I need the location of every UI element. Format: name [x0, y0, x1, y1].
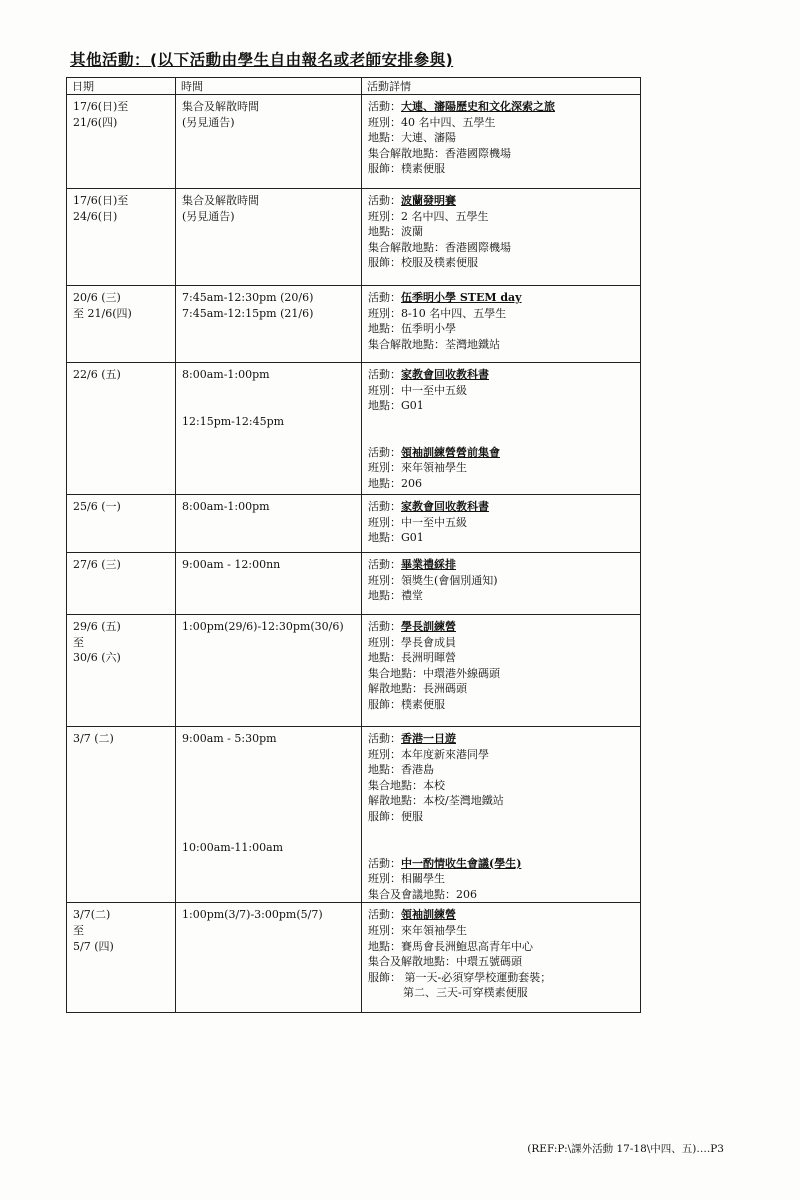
table-row: [67, 286, 641, 363]
time-line: (另見通告): [182, 115, 235, 129]
activity-name: 香港一日遊: [401, 732, 456, 745]
activity-label: 活動：: [368, 856, 401, 870]
time-line: 1:00pm(3/7)-3:00pm(5/7): [182, 908, 323, 922]
date-cell: [67, 495, 176, 553]
block-spacer: [368, 825, 637, 856]
time-line: [182, 398, 358, 414]
detail-line: 集合地點：中環港外線碼頭: [368, 666, 500, 680]
header-details: 活動詳情: [362, 78, 641, 95]
detail-line: 服飾：校服及樸素便服: [368, 256, 478, 270]
date-cell: [67, 903, 176, 1013]
time-line: 集合及解散時間: [182, 194, 259, 207]
date-line: 30/6 (六): [73, 651, 121, 665]
activity-name: 家教會回收教科書: [401, 500, 489, 513]
date-line: 21/6(四): [73, 115, 118, 129]
date-cell: [67, 727, 176, 903]
detail-line: 班別：學長會成員: [368, 635, 456, 649]
detail-line: 班別：2 名中四、五學生: [368, 209, 489, 223]
activity-name: 伍季明小學 STEM day: [401, 291, 522, 304]
detail-line: 集合地點：本校: [368, 778, 445, 792]
activity-label: 活動：: [368, 558, 401, 571]
detail-line: 地點：伍季明小學: [368, 322, 456, 336]
activity-label: 活動：: [368, 908, 401, 922]
date-line: 27/6 (三): [73, 558, 121, 571]
table-row: [67, 495, 641, 553]
header-row: [67, 78, 641, 95]
date-cell: [67, 553, 176, 615]
date-line: 24/6(日): [73, 209, 118, 223]
activity-name: 領袖訓練營營前集會: [401, 445, 500, 459]
details-cell: [362, 903, 641, 1013]
detail-line: 班別：來年領袖學生: [368, 923, 467, 937]
time-cell: [176, 95, 362, 189]
time-line: [182, 825, 358, 841]
time-line: 集合及解散時間: [182, 100, 259, 113]
activity-line: [368, 907, 637, 923]
activity-name: 波蘭發明賽: [401, 194, 456, 207]
time-cell: [176, 553, 362, 615]
details-cell: [362, 286, 641, 363]
detail-line: 班別：8-10 名中四、五學生: [368, 306, 507, 320]
activity-name: 領袖訓練營: [401, 908, 456, 922]
date-line: 29/6 (五): [73, 620, 121, 633]
date-line: 20/6 (三): [73, 291, 121, 304]
activity-label: 活動：: [368, 368, 401, 381]
details-cell: [362, 727, 641, 903]
date-line: 22/6 (五): [73, 368, 121, 381]
time-line: 9:00am - 12:00nn: [182, 558, 281, 571]
details-cell: [362, 553, 641, 615]
time-line: 7:45am-12:15pm (21/6): [182, 306, 314, 320]
activity-label: 活動：: [368, 732, 401, 745]
time-line: [182, 383, 358, 399]
activity-name: 畢業禮綵排: [401, 558, 456, 571]
detail-line: 地點：賽馬會長洲鮑思高青年中心: [368, 939, 533, 953]
activity-line: [368, 557, 637, 573]
activity-name: 家教會回收教科書: [401, 368, 489, 381]
date-cell: [67, 95, 176, 189]
detail-line: 集合解散地點：香港國際機場: [368, 146, 511, 160]
details-cell: [362, 615, 641, 727]
time-cell: [176, 363, 362, 495]
time-line: 12:15pm-12:45pm: [182, 414, 285, 428]
detail-line: 地點：206: [368, 476, 422, 490]
detail-line: 第二、三天-可穿樸素便服: [368, 986, 528, 1000]
date-line: 至: [73, 923, 84, 937]
activity-line: [368, 856, 637, 872]
table-row: [67, 615, 641, 727]
table-row: [67, 553, 641, 615]
activity-schedule-table: [66, 77, 641, 1013]
detail-line: 班別：本年度新來港同學: [368, 747, 489, 761]
details-cell: [362, 495, 641, 553]
header-date: 日期: [67, 78, 176, 95]
date-line: 3/7 (二): [73, 732, 114, 745]
date-line: 至 21/6(四): [73, 306, 132, 320]
detail-line: 服飾：便服: [368, 809, 423, 823]
date-cell: [67, 286, 176, 363]
activity-label: 活動：: [368, 620, 401, 633]
activity-line: [368, 290, 637, 306]
detail-line: 班別：40 名中四、五學生: [368, 115, 496, 129]
date-line: 至: [73, 635, 84, 649]
detail-line: 解散地點：長洲碼頭: [368, 682, 467, 696]
activity-name: 學長訓練營: [401, 620, 456, 633]
detail-line: 集合解散地點：荃灣地鐵站: [368, 337, 500, 351]
time-line: (另見通告): [182, 209, 235, 223]
date-cell: [67, 615, 176, 727]
time-line: 1:00pm(29/6)-12:30pm(30/6): [182, 620, 344, 633]
date-cell: [67, 363, 176, 495]
time-line: [182, 778, 358, 794]
detail-line: 地點：禮堂: [368, 589, 423, 603]
page-title: 其他活動：(以下活動由學生自由報名或老師安排參與): [70, 51, 454, 69]
detail-line: 解散地點：本校/荃灣地鐵站: [368, 794, 504, 808]
detail-line: 地點：波蘭: [368, 225, 423, 239]
detail-line: 集合及會議地點：206: [368, 887, 477, 901]
table-row: [67, 189, 641, 286]
detail-line: 班別：中一至中五級: [368, 515, 467, 529]
time-cell: [176, 495, 362, 553]
detail-line: 集合解散地點：香港國際機場: [368, 240, 511, 254]
date-line: 3/7(二): [73, 908, 111, 922]
activity-line: [368, 731, 637, 747]
date-line: 17/6(日)至: [73, 100, 129, 113]
activity-label: 活動：: [368, 291, 401, 304]
table-row: [67, 903, 641, 1013]
time-line: [182, 762, 358, 778]
time-line: 10:00am-11:00am: [182, 841, 284, 855]
time-cell: [176, 286, 362, 363]
detail-line: 班別：中一至中五級: [368, 383, 467, 397]
activity-line: [368, 499, 637, 515]
time-line: 7:45am-12:30pm (20/6): [182, 291, 314, 304]
detail-line: 集合及解散地點：中環五號碼頭: [368, 955, 522, 969]
detail-line: 地點：香港島: [368, 763, 434, 777]
detail-line: 地點：大連、瀋陽: [368, 131, 456, 145]
activity-label: 活動：: [368, 500, 401, 513]
detail-line: 服飾：樸素便服: [368, 162, 445, 176]
activity-line: [368, 99, 637, 115]
date-line: 17/6(日)至: [73, 194, 129, 207]
detail-line: 班別：領獎生(會個別通知): [368, 573, 498, 587]
activity-name: 大連、瀋陽歷史和文化深索之旅: [401, 100, 555, 113]
time-line: 8:00am-1:00pm: [182, 368, 270, 381]
detail-line: 班別：相關學生: [368, 872, 445, 886]
activity-label: 活動：: [368, 194, 401, 207]
time-line: 9:00am - 5:30pm: [182, 732, 277, 745]
date-cell: [67, 189, 176, 286]
time-line: [182, 809, 358, 825]
detail-line: 地點：長洲明暉營: [368, 651, 456, 665]
block-spacer: [368, 414, 637, 445]
detail-line: 服飾： 第一天-必須穿學校運動套裝；: [368, 970, 552, 984]
activity-name: 中一酌情收生會議(學生): [401, 856, 522, 870]
detail-line: 班別：來年領袖學生: [368, 461, 467, 475]
page-reference-footer: (REF:P:\課外活動 17-18\中四、五)….P3: [527, 1143, 724, 1155]
activity-label: 活動：: [368, 100, 401, 113]
activity-line: [368, 445, 637, 461]
details-cell: [362, 363, 641, 495]
time-line: [182, 747, 358, 763]
time-cell: [176, 903, 362, 1013]
detail-line: 地點：G01: [368, 531, 424, 545]
detail-line: 服飾：樸素便服: [368, 697, 445, 711]
table-row: [67, 363, 641, 495]
activity-line: [368, 619, 637, 635]
header-time: 時間: [176, 78, 362, 95]
time-line: 8:00am-1:00pm: [182, 500, 270, 513]
detail-line: 地點：G01: [368, 399, 424, 413]
time-cell: [176, 189, 362, 286]
table-row: [67, 95, 641, 189]
table-row: [67, 727, 641, 903]
time-cell: [176, 727, 362, 903]
details-cell: [362, 95, 641, 189]
activity-line: [368, 367, 637, 383]
date-line: 5/7 (四): [73, 939, 114, 953]
activity-label: 活動：: [368, 445, 401, 459]
time-cell: [176, 615, 362, 727]
date-line: 25/6 (一): [73, 500, 121, 513]
time-line: [182, 793, 358, 809]
activity-line: [368, 193, 637, 209]
details-cell: [362, 189, 641, 286]
